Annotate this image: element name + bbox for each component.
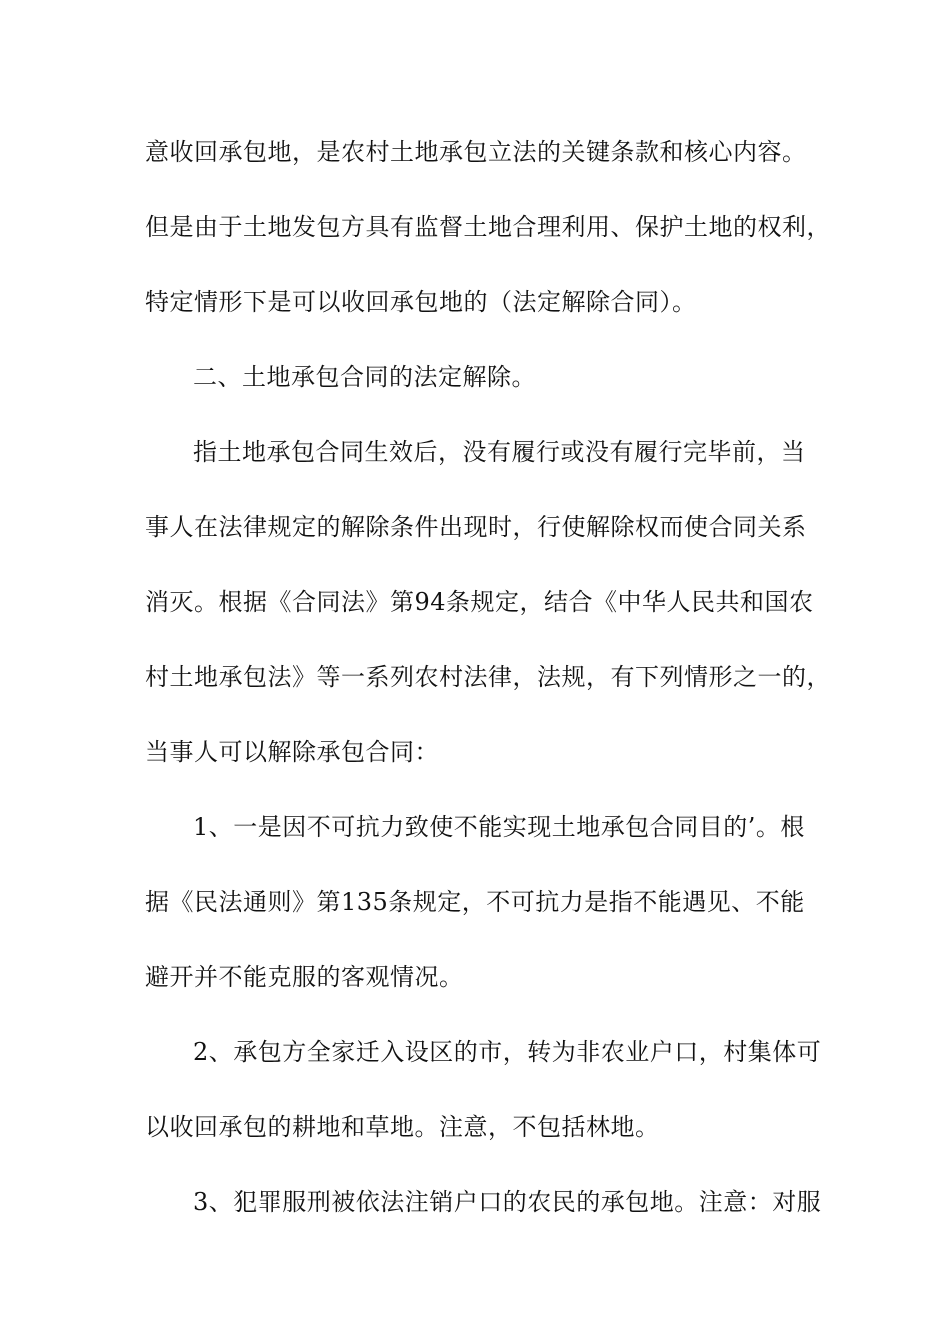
- text-line: 据《民法通则》第135条规定，不可抗力是指不能遇见、不能: [145, 888, 805, 916]
- list-item-3: 3、犯罪服刑被依法注销户口的农民的承包地。注意：对服: [193, 1188, 822, 1216]
- list-item-2: 2、承包方全家迁入设区的市，转为非农业户口，村集体可: [193, 1038, 822, 1066]
- list-item-1: 1、一是因不可抗力致使不能实现土地承包合同目的’。根: [193, 813, 805, 841]
- text-line: 特定情形下是可以收回承包地的（法定解除合同）。: [145, 288, 697, 316]
- section-heading: 二、土地承包合同的法定解除。: [193, 363, 536, 391]
- text-line: 消灭。根据《合同法》第94条规定，结合《中华人民共和国农: [145, 588, 814, 616]
- text-line: 当事人可以解除承包合同：: [145, 738, 439, 766]
- text-line: 指土地承包合同生效后，没有履行或没有履行完毕前，当: [193, 438, 806, 466]
- text-line: 避开并不能克服的客观情况。: [145, 963, 464, 991]
- text-line: 村土地承包法》等一系列农村法律，法规，有下列情形之一的，: [145, 663, 831, 691]
- text-line: 意收回承包地，是农村土地承包立法的关键条款和核心内容。: [145, 138, 807, 166]
- text-line: 但是由于土地发包方具有监督土地合理利用、保护土地的权利，: [145, 213, 831, 241]
- text-line: 以收回承包的耕地和草地。注意，不包括林地。: [145, 1113, 660, 1141]
- text-line: 事人在法律规定的解除条件出现时，行使解除权而使合同关系: [145, 513, 807, 541]
